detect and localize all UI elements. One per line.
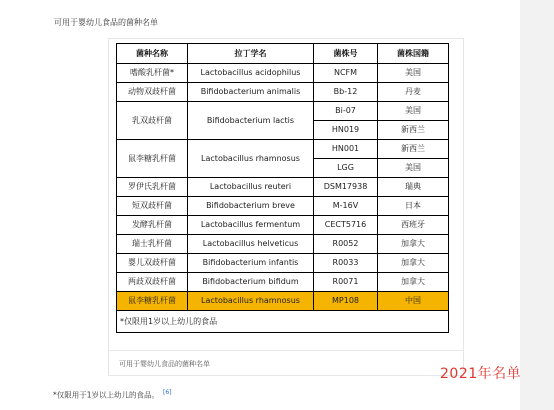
- cell-strain-id: DSM17938: [314, 178, 378, 197]
- cell-latin-name: Lactobacillus reuteri: [188, 178, 314, 197]
- year-label: 2021年名单: [440, 366, 522, 382]
- cell-strain-country: 新西兰: [378, 140, 449, 159]
- table-row: [117, 254, 449, 273]
- cell-latin-name: Bifidobacterium bifidum: [188, 273, 314, 292]
- cell-strain-id: Bi-07: [314, 102, 378, 121]
- caption-divider: [109, 350, 463, 351]
- table-row: [117, 292, 449, 311]
- cell-strain-name: 短双歧杆菌: [117, 197, 188, 216]
- cell-strain-id: M-16V: [314, 197, 378, 216]
- cell-latin-name: Lactobacillus acidophilus: [188, 64, 314, 83]
- table-row: [117, 178, 449, 197]
- cell-strain-id: R0033: [314, 254, 378, 273]
- cell-strain-name: 嗜酸乳杆菌*: [117, 64, 188, 83]
- table-body: [117, 64, 449, 311]
- cell-strain-name: 瑞士乳杆菌: [117, 235, 188, 254]
- strain-table: [116, 43, 449, 333]
- table-row: [117, 64, 449, 83]
- cell-strain-id: NCFM: [314, 64, 378, 83]
- cell-strain-country: 日本: [378, 197, 449, 216]
- cell-strain-country: 加拿大: [378, 235, 449, 254]
- cell-strain-id: Bb-12: [314, 83, 378, 102]
- table-note: *仅限用1岁以上幼儿的食品: [117, 311, 449, 333]
- footnote: [53, 389, 172, 401]
- table-row: [117, 273, 449, 292]
- cell-latin-name: Bifidobacterium animalis: [188, 83, 314, 102]
- section-heading: 可用于婴幼儿食品的菌种名单: [54, 18, 158, 27]
- right-sidebar: [520, 0, 554, 410]
- cell-strain-name: 罗伊氏乳杆菌: [117, 178, 188, 197]
- cell-latin-name: Bifidobacterium lactis: [188, 102, 314, 140]
- cell-strain-country: 加拿大: [378, 254, 449, 273]
- citation-link[interactable]: [6]: [163, 389, 172, 396]
- cell-latin-name: Lactobacillus rhamnosus: [188, 140, 314, 178]
- cell-strain-id: R0071: [314, 273, 378, 292]
- header-strain-id: 菌株号: [314, 44, 378, 64]
- cell-strain-id: R0052: [314, 235, 378, 254]
- cell-strain-id: HN019: [314, 121, 378, 140]
- table-row: [117, 140, 449, 159]
- cell-latin-name: Lactobacillus rhamnosus: [188, 292, 314, 311]
- cell-strain-country: 美国: [378, 64, 449, 83]
- cell-strain-country: 西班牙: [378, 216, 449, 235]
- cell-latin-name: Bifidobacterium infantis: [188, 254, 314, 273]
- cell-strain-name: 两歧双歧杆菌: [117, 273, 188, 292]
- cell-strain-country: 新西兰: [378, 121, 449, 140]
- header-strain-country: 菌株国籍: [378, 44, 449, 64]
- table-note-row: [117, 311, 449, 333]
- header-latin-name: 拉丁学名: [188, 44, 314, 64]
- cell-strain-id: MP108: [314, 292, 378, 311]
- table-row: [117, 235, 449, 254]
- cell-strain-country: 瑞典: [378, 178, 449, 197]
- cell-strain-name: 鼠李糖乳杆菌: [117, 292, 188, 311]
- table-row: [117, 197, 449, 216]
- cell-strain-name: 乳双歧杆菌: [117, 102, 188, 140]
- table-row: [117, 216, 449, 235]
- cell-strain-country: 美国: [378, 102, 449, 121]
- cell-strain-country: 丹麦: [378, 83, 449, 102]
- cell-strain-id: LGG: [314, 159, 378, 178]
- table-row: [117, 102, 449, 121]
- cell-strain-country: 加拿大: [378, 273, 449, 292]
- footnote-text: *仅限用于1岁以上幼儿的食品。: [53, 390, 160, 400]
- cell-strain-name: 发酵乳杆菌: [117, 216, 188, 235]
- table-figure: [108, 38, 464, 376]
- cell-strain-name: 鼠李糖乳杆菌: [117, 140, 188, 178]
- cell-strain-id: HN001: [314, 140, 378, 159]
- cell-latin-name: Bifidobacterium breve: [188, 197, 314, 216]
- cell-strain-name: 动物双歧杆菌: [117, 83, 188, 102]
- cell-strain-country: 中国: [378, 292, 449, 311]
- cell-latin-name: Lactobacillus helveticus: [188, 235, 314, 254]
- cell-latin-name: Lactobacillus fermentum: [188, 216, 314, 235]
- table-row: [117, 83, 449, 102]
- table-header-row: [117, 44, 449, 64]
- cell-strain-name: 婴儿双歧杆菌: [117, 254, 188, 273]
- cell-strain-id: CECT5716: [314, 216, 378, 235]
- figure-caption: 可用于婴幼儿食品的菌种名单: [119, 360, 210, 368]
- header-strain-name: 菌种名称: [117, 44, 188, 64]
- cell-strain-country: 美国: [378, 159, 449, 178]
